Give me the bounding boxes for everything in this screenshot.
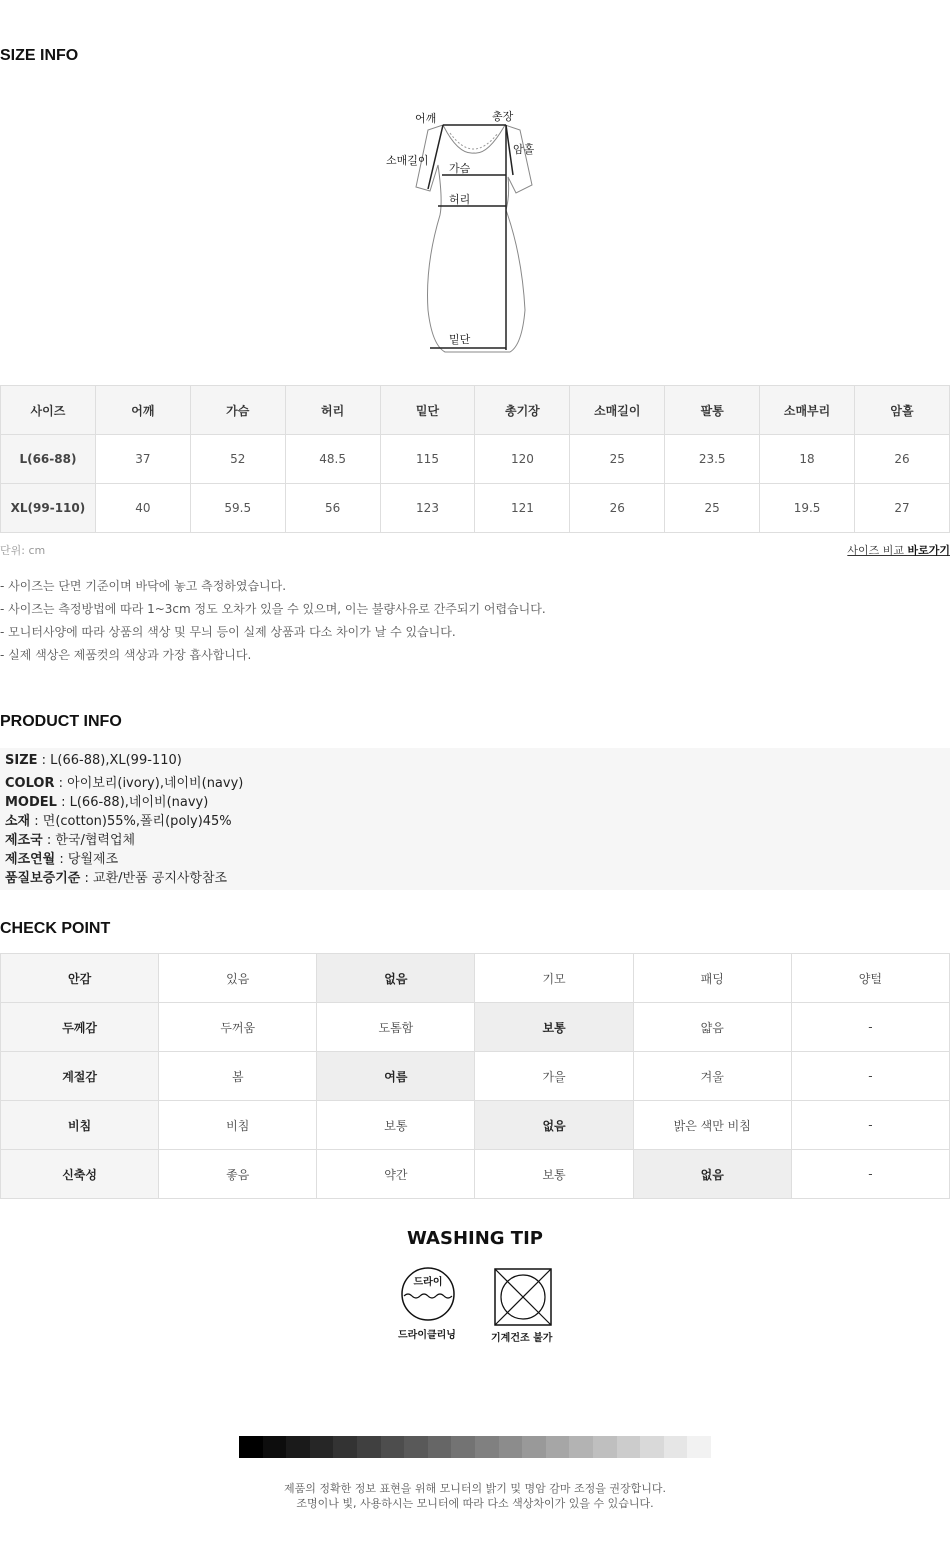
size-compare-go[interactable]: 바로가기 <box>907 544 950 557</box>
check-point-option: 패딩 <box>633 954 791 1003</box>
size-compare-prefix: 사이즈 비교 <box>847 544 904 557</box>
size-table-header: 허리 <box>285 386 380 435</box>
size-table-row <box>1 435 950 484</box>
check-point-label: 안감 <box>1 954 159 1003</box>
size-compare-link[interactable] <box>847 542 950 558</box>
gray-swatch <box>428 1436 452 1458</box>
product-info-key: COLOR <box>5 776 55 791</box>
check-point-option: - <box>791 1150 949 1199</box>
gray-swatch <box>239 1436 263 1458</box>
size-table-header: 팔통 <box>665 386 760 435</box>
size-cell: 26 <box>855 435 950 484</box>
size-table-header: 소매부리 <box>760 386 855 435</box>
product-info-value: 면(cotton)55%,폴리(poly)45% <box>42 814 232 829</box>
check-point-row <box>1 954 950 1003</box>
check-point-option: 약간 <box>317 1150 475 1199</box>
check-point-option: 겨울 <box>633 1052 791 1101</box>
product-info-row: MODEL : L(66-88),네이비(navy) <box>5 795 209 810</box>
product-info-row: 품질보증기준 : 교환/반품 공지사항참조 <box>5 871 228 886</box>
note-line: - 실제 색상은 제품컷의 색상과 가장 흡사합니다. <box>0 648 252 662</box>
check-point-option: - <box>791 1003 949 1052</box>
product-info-key: 제조국 <box>5 833 43 848</box>
dry-clean-inner-text: 드라이 <box>413 1277 443 1288</box>
size-table-header: 총기장 <box>475 386 570 435</box>
product-info-key: SIZE <box>5 753 38 768</box>
size-label: XL(99-110) <box>1 484 96 533</box>
check-point-option-selected: 여름 <box>317 1052 475 1101</box>
product-info-value: L(66-88),네이비(navy) <box>69 795 209 810</box>
product-info-value: 한국/협력업체 <box>55 833 136 848</box>
monitor-gray-scale <box>239 1436 711 1458</box>
size-cell: 27 <box>855 484 950 533</box>
product-info-box <box>0 748 950 890</box>
dress-measurement-diagram <box>380 105 550 360</box>
check-point-label: 신축성 <box>1 1150 159 1199</box>
gray-swatch <box>357 1436 381 1458</box>
size-table-header: 소매길이 <box>570 386 665 435</box>
gray-swatch <box>640 1436 664 1458</box>
product-info-row: 소재 : 면(cotton)55%,폴리(poly)45% <box>5 814 232 829</box>
check-point-label: 계절감 <box>1 1052 159 1101</box>
size-table <box>0 385 950 533</box>
check-point-label: 두께감 <box>1 1003 159 1052</box>
size-cell: 26 <box>570 484 665 533</box>
label-waist: 허리 <box>449 193 471 206</box>
product-info-key: 품질보증기준 <box>5 871 81 886</box>
gray-swatch <box>263 1436 287 1458</box>
size-table-header-row <box>1 386 950 435</box>
check-point-option: 기모 <box>475 954 633 1003</box>
gray-swatch <box>617 1436 641 1458</box>
size-notes <box>0 575 546 667</box>
product-info-value: 교환/반품 공지사항참조 <box>93 871 228 886</box>
label-total-length: 총장 <box>492 110 514 123</box>
gray-swatch <box>522 1436 546 1458</box>
size-cell: 37 <box>95 435 190 484</box>
label-hem: 밑단 <box>449 333 471 346</box>
product-info-value: 아이보리(ivory),네이비(navy) <box>67 776 244 791</box>
size-cell: 19.5 <box>760 484 855 533</box>
note-line: - 사이즈는 단면 기준이며 바닥에 놓고 측정하였습니다. <box>0 579 287 593</box>
check-point-row <box>1 1003 950 1052</box>
gray-swatch <box>593 1436 617 1458</box>
size-cell: 121 <box>475 484 570 533</box>
check-point-row <box>1 1052 950 1101</box>
check-point-option: 보통 <box>475 1150 633 1199</box>
check-point-option-selected: 없음 <box>633 1150 791 1199</box>
footer-line-2: 조명이나 빛, 사용하시는 모니터에 따라 다소 색상차이가 있을 수 있습니다. <box>296 1497 654 1510</box>
size-cell: 23.5 <box>665 435 760 484</box>
gray-swatch <box>310 1436 334 1458</box>
size-table-header: 가슴 <box>190 386 285 435</box>
size-cell: 48.5 <box>285 435 380 484</box>
label-armhole: 암홀 <box>513 143 535 156</box>
size-cell: 115 <box>380 435 475 484</box>
product-info-value: 당월제조 <box>67 852 119 867</box>
check-point-option-selected: 없음 <box>317 954 475 1003</box>
product-info-row: 제조국 : 한국/협력업체 <box>5 833 136 848</box>
gray-swatch <box>475 1436 499 1458</box>
size-cell: 52 <box>190 435 285 484</box>
size-info-title: SIZE INFO <box>0 47 79 64</box>
product-info-value: L(66-88),XL(99-110) <box>50 753 182 768</box>
check-point-option: 얇음 <box>633 1003 791 1052</box>
gray-swatch <box>451 1436 475 1458</box>
size-cell: 59.5 <box>190 484 285 533</box>
gray-swatch <box>687 1436 711 1458</box>
gray-swatch <box>499 1436 523 1458</box>
note-line: - 사이즈는 측정방법에 따라 1~3cm 정도 오차가 있을 수 있으며, 이는 불량사유로 간주되기 어렵습니다. <box>0 602 546 616</box>
check-point-label: 비침 <box>1 1101 159 1150</box>
product-info-key: 제조연월 <box>5 852 56 867</box>
size-cell: 25 <box>570 435 665 484</box>
check-point-option: 있음 <box>159 954 317 1003</box>
label-sleeve-length: 소매길이 <box>386 154 429 167</box>
check-point-option: 양털 <box>791 954 949 1003</box>
size-cell: 40 <box>95 484 190 533</box>
product-info-key: 소재 <box>5 814 31 829</box>
no-tumble-dry-label: 기계건조 불가 <box>491 1333 553 1344</box>
dry-clean-icon <box>400 1266 456 1326</box>
size-table-header: 사이즈 <box>1 386 96 435</box>
gray-swatch <box>381 1436 405 1458</box>
check-point-option: 좋음 <box>159 1150 317 1199</box>
check-point-row <box>1 1150 950 1199</box>
size-table-header: 밑단 <box>380 386 475 435</box>
no-tumble-dry-icon <box>494 1268 552 1330</box>
note-line: - 모니터사양에 따라 상품의 색상 및 무늬 등이 실제 상품과 다소 차이가 날 수 있습니다. <box>0 625 456 639</box>
check-point-option-selected: 없음 <box>475 1101 633 1150</box>
product-info-row: COLOR : 아이보리(ivory),네이비(navy) <box>5 776 244 791</box>
size-cell: 56 <box>285 484 380 533</box>
check-point-option: - <box>791 1052 949 1101</box>
check-point-option: 두꺼움 <box>159 1003 317 1052</box>
size-cell: 25 <box>665 484 760 533</box>
size-cell: 18 <box>760 435 855 484</box>
check-point-option: 도톰함 <box>317 1003 475 1052</box>
label-chest: 가슴 <box>449 162 471 175</box>
product-info-row: 제조연월 : 당월제조 <box>5 852 119 867</box>
gray-swatch <box>333 1436 357 1458</box>
product-info-row: SIZE : L(66-88),XL(99-110) <box>5 753 182 768</box>
gray-swatch <box>404 1436 428 1458</box>
check-point-option: 보통 <box>317 1101 475 1150</box>
size-label: L(66-88) <box>1 435 96 484</box>
check-point-row <box>1 1101 950 1150</box>
size-cell: 123 <box>380 484 475 533</box>
gray-swatch <box>286 1436 310 1458</box>
check-point-option: 봄 <box>159 1052 317 1101</box>
product-info-title: PRODUCT INFO <box>0 713 122 730</box>
dry-clean-label: 드라이클리닝 <box>398 1330 456 1341</box>
product-info-key: MODEL <box>5 795 57 810</box>
check-point-option-selected: 보통 <box>475 1003 633 1052</box>
size-table-row <box>1 484 950 533</box>
footer-line-1: 제품의 정확한 정보 표현을 위해 모니터의 밝기 및 명암 감마 조정을 권장합니다. <box>284 1482 666 1495</box>
gray-swatch <box>546 1436 570 1458</box>
size-cell: 120 <box>475 435 570 484</box>
check-point-title: CHECK POINT <box>0 920 111 937</box>
size-table-header: 암홀 <box>855 386 950 435</box>
gray-swatch <box>664 1436 688 1458</box>
unit-label: 단위: cm <box>0 544 46 557</box>
check-point-option: - <box>791 1101 949 1150</box>
check-point-option: 비침 <box>159 1101 317 1150</box>
check-point-option: 가을 <box>475 1052 633 1101</box>
size-table-header: 어깨 <box>95 386 190 435</box>
gray-swatch <box>569 1436 593 1458</box>
washing-tip-title: WASHING TIP <box>407 1228 543 1249</box>
check-point-table <box>0 953 950 1199</box>
label-shoulder: 어깨 <box>415 112 437 125</box>
check-point-option: 밝은 색만 비침 <box>633 1101 791 1150</box>
